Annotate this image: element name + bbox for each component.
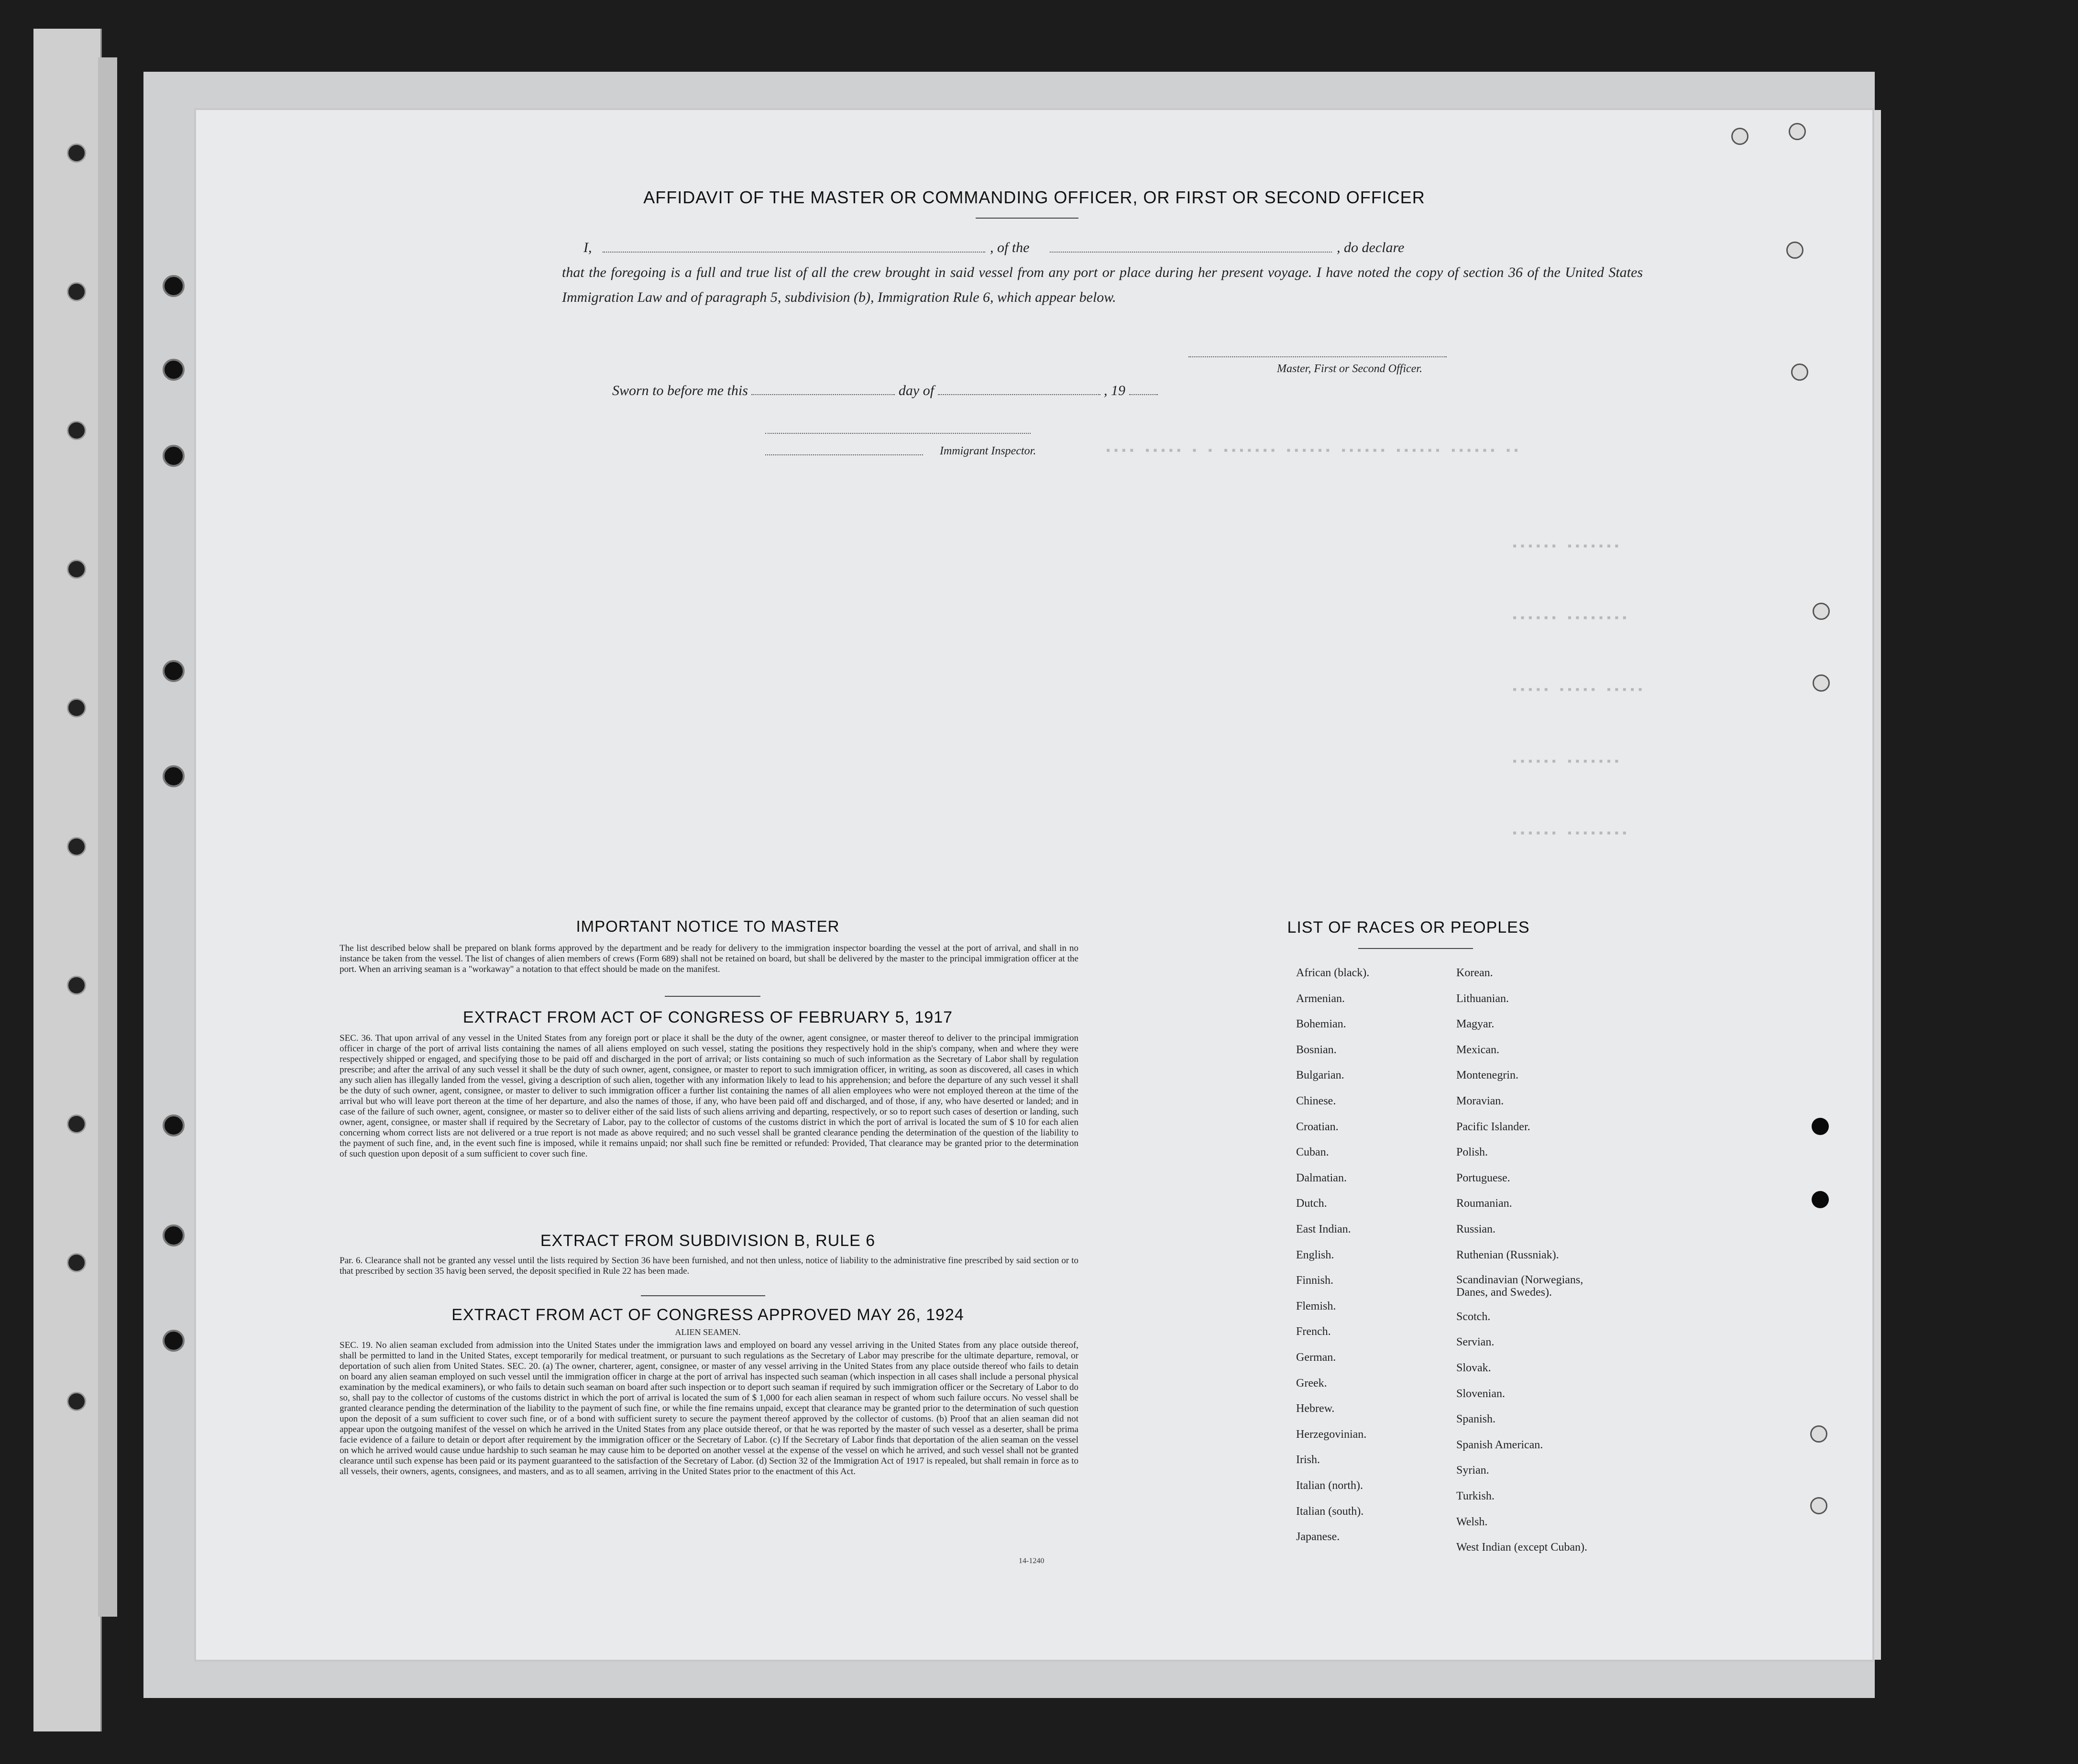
race-item: Turkish.	[1456, 1490, 1495, 1502]
signature-line[interactable]	[1188, 356, 1447, 357]
extract-rule6-title: EXTRACT FROM SUBDIVISION B, RULE 6	[540, 1232, 876, 1250]
signature-label: Master, First or Second Officer.	[1277, 363, 1422, 375]
ring-hole	[163, 275, 185, 297]
extract-1917-body: SEC. 36. That upon arrival of any vessel in the United States from any foreign port or place it shall be the duty of the owner, agent consignee, or master thereof to deliver to the principal immigration officer in charge of the port of arrival lists containing the names of all aliens employed on such vessel, stating the positions they respectively hold in the ship's company, when and where they were respectively shipped or engaged, and specifying those to be paid off and discharged in the port of arrival; or lists containing so much of such information as the Secretary of Labor shall by regulation prescribe; and after the arrival of any such vessel it shall be the duty of such owner, agent, consignee, or master to report to such immigration officer, in writing, as soon as discovered, all cases in which any such alien has illegally landed from the vessel, giving a description of such alien, together with any information likely to lead to his apprehension; and before the departure of any such vessel it shall be the duty of such owner, agent, consignee, or master to deliver to such immigration officer a further list containing the names of all alien employees who were not employed thereon at the time of the arrival but who will leave port thereon at the time of her departure, and also the names of those, if any, who have been paid off and discharged, and of those, if any, who have deserted or landed; and in case of the failure of such owner, agent, consignee, or master so to deliver either of the said lists of such aliens arriving and departing, respectively, or so to report such cases of desertion or landing, such owner, agent, consignee, or master shall if required by the Secretary of Labor, pay to the collector of customs of the customs district in which the port of arrival is located the sum of $ 10 for each alien concerning whom correct lists are not delivered or a true report is not made as above required; and no such vessel shall be granted clearance pending the determination of the question of the liability to the payment of such fine, and, in the event such fine is imposed, while it remains unpaid; nor shall such fine be remitted or refunded: Provided, That clearance may be granted prior to the determination of such question upon deposit of a sum sufficient to cover such fine.	[340, 1033, 1078, 1159]
ring-hole	[163, 1224, 185, 1246]
ring-hole	[163, 359, 185, 381]
race-item: Magyar.	[1456, 1018, 1495, 1031]
races-title: LIST OF RACES OR PEOPLES	[1287, 918, 1530, 937]
race-item: Scotch.	[1456, 1310, 1491, 1323]
race-item: African (black).	[1296, 967, 1370, 979]
binder-hole	[67, 1253, 86, 1272]
sworn-month-field[interactable]	[938, 384, 1100, 395]
sworn-day-field[interactable]	[751, 384, 895, 395]
race-item: Finnish.	[1296, 1274, 1334, 1287]
punch-hole	[1812, 1118, 1829, 1135]
sworn-line	[612, 383, 1158, 399]
race-item: Hebrew.	[1296, 1402, 1335, 1415]
race-item: Dutch.	[1296, 1197, 1327, 1210]
inspector-line[interactable]	[765, 454, 923, 455]
race-item: Slovenian.	[1456, 1387, 1505, 1400]
section-rule	[641, 1295, 765, 1296]
inspector-line[interactable]	[765, 433, 1031, 434]
race-item: Bulgarian.	[1296, 1069, 1344, 1082]
race-item: Welsh.	[1456, 1515, 1488, 1528]
punch-hole	[1813, 674, 1830, 692]
binder-hole	[67, 143, 86, 163]
race-item: Roumanian.	[1456, 1197, 1512, 1210]
punch-hole	[1812, 1191, 1829, 1208]
race-item: Spanish American.	[1456, 1438, 1543, 1451]
notice-title: IMPORTANT NOTICE TO MASTER	[576, 917, 840, 935]
race-item: Pacific Islander.	[1456, 1120, 1530, 1133]
bleed-through-text: ▪▪▪▪▪▪ ▪▪▪▪▪▪▪▪	[1511, 612, 1629, 625]
race-item: Italian (south).	[1296, 1505, 1364, 1518]
manifest-page	[196, 110, 1872, 1660]
race-item: Herzegovinian.	[1296, 1428, 1367, 1441]
sworn-year-field[interactable]	[1129, 384, 1158, 395]
binder-hole	[67, 560, 86, 579]
binder-hole	[67, 1114, 86, 1134]
extract-1924-title: EXTRACT FROM ACT OF CONGRESS APPROVED MAY 26, 1924	[451, 1306, 964, 1324]
ring-hole	[163, 1114, 185, 1136]
race-item: East Indian.	[1296, 1223, 1351, 1235]
section-rule	[1358, 948, 1473, 949]
punch-hole	[1791, 364, 1808, 381]
punch-hole	[1786, 242, 1803, 259]
ring-hole	[163, 1330, 185, 1352]
race-item: Ruthenian (Russniak).	[1456, 1248, 1559, 1261]
race-item: Lithuanian.	[1456, 992, 1509, 1005]
do-declare-label: , do declare	[1337, 240, 1405, 255]
form-number: 14-1240	[1019, 1557, 1044, 1565]
punch-hole	[1789, 123, 1806, 140]
bleed-through-text: ▪▪▪▪▪ ▪▪▪▪▪ ▪▪▪▪▪	[1511, 684, 1645, 697]
extract-rule6-body: Par. 6. Clearance shall not be granted any vessel until the lists required by Section 36 have been furnished, and not then unless, notice of liability to the administrative fine prescribed by said section or to that prescribed by section 35 havig been served, the deposit specified in Rule 22 has been made.	[340, 1256, 1078, 1276]
race-item: Mexican.	[1456, 1043, 1499, 1056]
race-item: Dalmatian.	[1296, 1171, 1347, 1184]
race-item: Bohemian.	[1296, 1018, 1346, 1031]
vessel-field[interactable]	[1050, 241, 1332, 253]
race-item: Polish.	[1456, 1146, 1488, 1159]
race-item: West Indian (except Cuban).	[1456, 1541, 1587, 1554]
bleed-through-text: ▪▪▪▪ ▪▪▪▪▪ ▪ ▪ ▪▪▪▪▪▪▪ ▪▪▪▪▪▪ ▪▪▪▪▪▪ ▪▪▪▪▪▪ ▪▪▪▪▪▪ ▪▪	[1105, 445, 1521, 458]
extract-1917-title: EXTRACT FROM ACT OF CONGRESS OF FEBRUARY 5, 1917	[462, 1008, 953, 1026]
binder-hole	[67, 976, 86, 995]
race-item: Bosnian.	[1296, 1043, 1337, 1056]
punch-hole	[1813, 603, 1830, 620]
ring-hole	[163, 445, 185, 467]
race-item: Moravian.	[1456, 1095, 1504, 1107]
race-item: Slovak.	[1456, 1362, 1491, 1374]
declarant-prefix: I,	[583, 240, 592, 255]
race-item: Syrian.	[1456, 1464, 1489, 1477]
left-binder-edge	[98, 57, 117, 1617]
binder-hole	[67, 698, 86, 717]
binder-hole	[67, 1392, 86, 1411]
ring-hole	[163, 660, 185, 682]
name-field[interactable]	[603, 241, 985, 253]
binder-hole	[67, 421, 86, 440]
race-item: Greek.	[1296, 1377, 1327, 1389]
left-binder-strip	[33, 29, 102, 1731]
affidavit-title: AFFIDAVIT OF THE MASTER OR COMMANDING OFFICER, OR FIRST OR SECOND OFFICER	[643, 187, 1425, 207]
race-item: Montenegrin.	[1456, 1069, 1518, 1082]
race-item: German.	[1296, 1351, 1336, 1364]
race-item: English.	[1296, 1248, 1334, 1261]
sworn-day-label: day of	[898, 383, 935, 398]
race-item: Servian.	[1456, 1336, 1495, 1349]
extract-1924-body: SEC. 19. No alien seaman excluded from admission into the United States under the immigration laws and employed on board any vessel arriving in the United States from any place outside thereof, shall be permitted to land in the United States, except temporarily for medical treatment, or pursuant to such regulations as the Secretary of Labor may prescribe for the ultimate departure, removal, or deportation of such alien from United States. SEC. 20. (a) The owner, charterer, agent, consignee, or master of any vessel arriving in the United States from any place outside thereof who fails to detain on board any alien seaman employed on such vessel until the immigration officer in charge at the port of arrival has inspected such seaman (which inspection in all cases shall include a personal physical examination by the medical examiners), or who fails to detain such seaman on board after such inspection or to deport such seaman if required by such immigration officer or the Secretary of Labor to do so, shall pay to the collector of customs of the customs district in which the port of arrival is located the sum of $ 1,000 for each alien seaman in respect of whom such failure occurs. No vessel shall be granted clearance pending the determination of the liability to the payment of such fine, or while the fine remains unpaid, except that clearance may be granted prior to the determination of such question upon the deposit of a sum sufficient to cover such fine, or of a bond with sufficient surety to secure the payment thereof approved by the collector of customs. (b) Proof that an alien seaman did not appear upon the outgoing manifest of the vessel on which he arrived in the United States from any place outside thereof, or that he was reported by the master of such vessel as a deserter, shall be prima facie evidence of a failure to detain or deport after requirement by the immigration officer or the Secretary of Labor. (c) If the Secretary of Labor finds that deportation of the alien seaman on the vessel on which he arrived would cause undue hardship to such seaman he may cause him to be deported on another vessel at the expense of the vessel on which he arrived, and such vessel shall not be granted clearance until such expense has been paid or its payment guaranteed to the satisfaction of the Secretary of Labor. (d) Section 32 of the Immigration Act of 1917 is repealed, but shall remain in force as to all vessels, their owners, agents, consignees, and masters, and as to all seamen, arriving in the United States prior to the enactment of this Act.	[340, 1340, 1078, 1477]
section-rule	[665, 996, 760, 997]
race-item: Armenian.	[1296, 992, 1345, 1005]
extract-1924-subtitle: ALIEN SEAMEN.	[675, 1327, 741, 1337]
race-item: Chinese.	[1296, 1095, 1336, 1107]
ring-hole	[163, 765, 185, 787]
affidavit-first-line	[562, 235, 1643, 260]
notice-body: The list described below shall be prepared on blank forms approved by the department and be ready for delivery to the immigration inspector boarding the vessel at the port of arrival, and shall in no instance be taken from the vessel. The list of changes of alien members of crews (Form 689) shall not be retained on board, but shall be delivered by the master to the principal immigration officer at the port. When an arriving seaman is a "workaway" a notation to that effect should be made on the manifest.	[340, 943, 1078, 974]
punch-hole	[1810, 1425, 1827, 1443]
race-item: Russian.	[1456, 1223, 1496, 1235]
race-item: Cuban.	[1296, 1146, 1329, 1159]
race-item: Flemish.	[1296, 1300, 1336, 1312]
binder-hole	[67, 282, 86, 301]
affidavit-body	[562, 235, 1643, 310]
punch-hole	[1810, 1497, 1827, 1514]
sworn-year-label: , 19	[1104, 383, 1126, 398]
race-item: Portuguese.	[1456, 1171, 1510, 1184]
race-item: Croatian.	[1296, 1120, 1339, 1133]
inspector-label: Immigrant Inspector.	[940, 445, 1036, 457]
title-rule	[976, 218, 1078, 219]
bleed-through-text: ▪▪▪▪▪▪ ▪▪▪▪▪▪▪	[1511, 540, 1621, 553]
binder-hole	[67, 837, 86, 856]
race-item: Spanish.	[1456, 1413, 1496, 1426]
race-item: Scandinavian (Norwegians, Danes, and Swedes).	[1456, 1274, 1583, 1299]
race-item: Irish.	[1296, 1454, 1320, 1466]
punch-hole	[1731, 128, 1748, 145]
of-the-label: , of the	[990, 240, 1030, 255]
race-item: Italian (north).	[1296, 1479, 1363, 1492]
affidavit-statement: that the foregoing is a full and true list of all the crew brought in said vessel from any port or place during her present voyage. I have noted the copy of section 36 of the United States Immigration Law and of paragraph 5, subdivision (b), Immigration Rule 6, which appear below.	[562, 265, 1643, 305]
race-item: Korean.	[1456, 967, 1493, 979]
bleed-through-text: ▪▪▪▪▪▪ ▪▪▪▪▪▪▪▪	[1511, 827, 1629, 840]
bleed-through-text: ▪▪▪▪▪▪ ▪▪▪▪▪▪▪	[1511, 756, 1621, 769]
race-item: French.	[1296, 1325, 1331, 1338]
sworn-prefix: Sworn to before me this	[612, 383, 748, 398]
race-item: Japanese.	[1296, 1531, 1340, 1544]
